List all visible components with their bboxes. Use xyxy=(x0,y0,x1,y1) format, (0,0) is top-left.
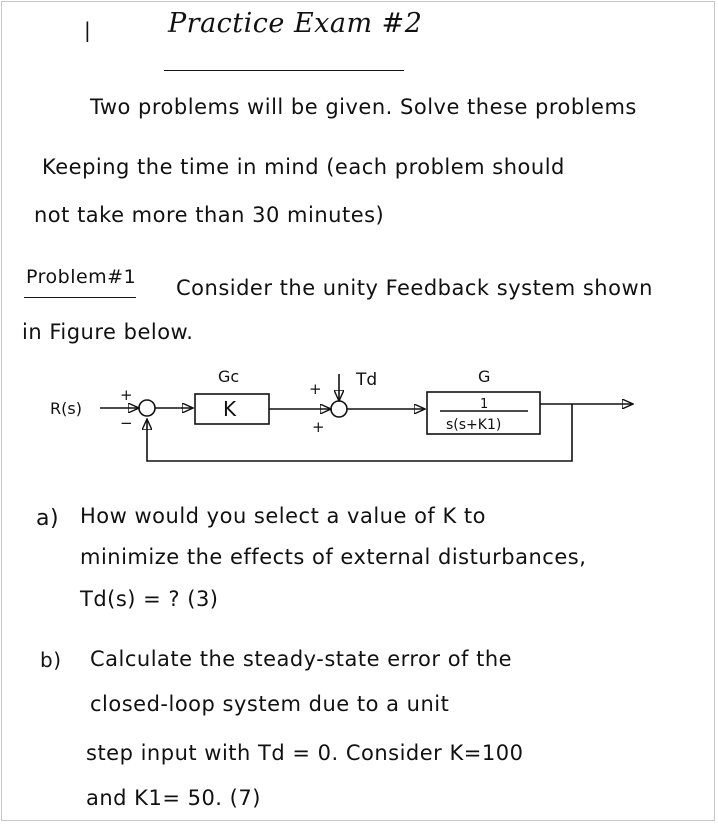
part-a-line-3: Td(s) = ? (3) xyxy=(80,587,219,611)
part-a-line-1: How would you select a value of K to xyxy=(80,504,487,528)
summing-junction-2 xyxy=(331,401,347,417)
sum1-plus-sign: + xyxy=(120,386,133,404)
part-b-line-4: and K1= 50. (7) xyxy=(86,786,261,810)
sum2-plus-top: + xyxy=(309,380,322,398)
problem-label: Problem#1 xyxy=(26,266,137,288)
feedback-path xyxy=(147,404,572,461)
part-b-line-1: Calculate the steady-state error of the xyxy=(90,647,513,671)
summing-junction-1 xyxy=(139,400,155,416)
intro-line-1: Two problems will be given. Solve these problems xyxy=(90,95,637,119)
disturbance-label: Td xyxy=(356,370,378,390)
problem-statement-line-1: Consider the unity Feedback system shown xyxy=(176,276,653,300)
part-a-line-2: minimize the effects of external disturbances, xyxy=(80,545,587,569)
intro-line-3: not take more than 30 minutes) xyxy=(34,203,385,227)
part-a-label: a) xyxy=(36,506,60,531)
gc-label: Gc xyxy=(218,367,240,386)
sum2-plus-bottom: + xyxy=(312,418,325,436)
problem-statement-line-2: in Figure below. xyxy=(22,320,194,344)
part-b-label: b) xyxy=(40,648,62,672)
part-b-line-2: closed-loop system due to a unit xyxy=(90,692,450,716)
g-denominator: s(s+K1) xyxy=(446,417,502,433)
intro-line-2: Keeping the time in mind (each problem should xyxy=(42,155,565,179)
g-label: G xyxy=(478,367,491,386)
sum1-minus-sign: − xyxy=(120,414,133,432)
cursor-mark: | xyxy=(84,18,92,42)
page-title: Practice Exam #2 xyxy=(168,8,423,39)
g-numerator: 1 xyxy=(480,397,489,412)
part-b-line-3: step input with Td = 0. Consider K=100 xyxy=(86,741,524,765)
diagram-input-label: R(s) xyxy=(50,399,82,418)
gc-block-text: K xyxy=(223,397,237,421)
